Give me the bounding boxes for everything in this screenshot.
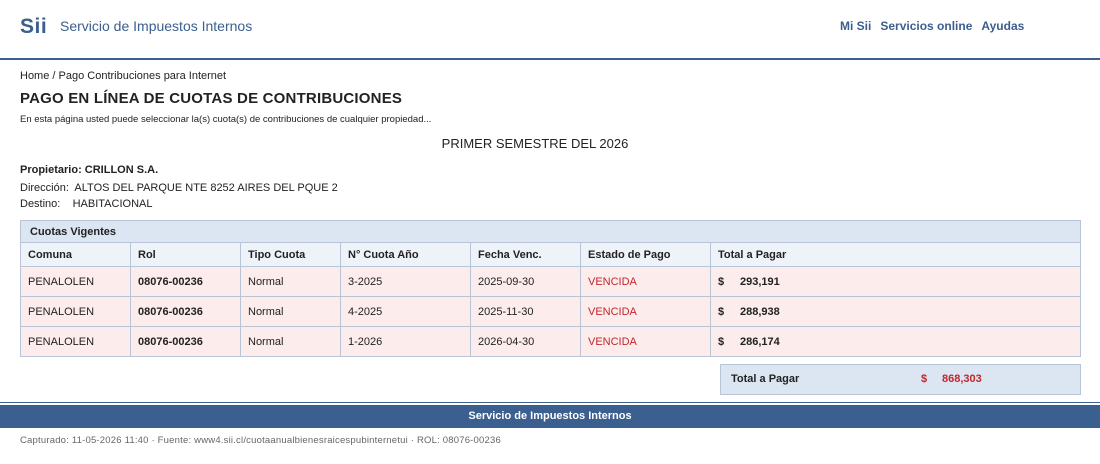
- column-header-cuota-ano: N° Cuota Año: [341, 243, 471, 267]
- propietario-label: Propietario:: [20, 164, 82, 176]
- total-amount: 288,938: [740, 305, 780, 318]
- cell-estado: VENCIDA: [581, 327, 711, 357]
- cell-estado: VENCIDA: [581, 267, 711, 297]
- table-caption: Cuotas Vigentes: [21, 221, 1081, 243]
- cell-cuota: 1-2026: [341, 327, 471, 357]
- site-title: Servicio de Impuestos Internos: [60, 18, 253, 34]
- column-header-estado: Estado de Pago: [581, 243, 711, 267]
- destino-row: [20, 198, 152, 210]
- cell-tipo: Normal: [241, 297, 341, 327]
- nav-mi-sii[interactable]: Mi Sii: [840, 19, 872, 33]
- cell-rol: 08076-00236: [131, 327, 241, 357]
- breadcrumb-home[interactable]: Home: [20, 70, 50, 82]
- cell-tipo: Normal: [241, 327, 341, 357]
- column-header-total: Total a Pagar: [711, 243, 1081, 267]
- site-footer: Servicio de Impuestos Internos: [0, 405, 1100, 428]
- top-nav: [840, 19, 1024, 33]
- propietario-value: CRILLON S.A.: [84, 164, 159, 176]
- page-title: PAGO EN LÍNEA DE CUOTAS DE CONTRIBUCIONES: [20, 90, 403, 107]
- cell-total: [711, 327, 1081, 357]
- semester-heading: PRIMER SEMESTRE DEL 2026: [441, 136, 629, 151]
- currency-sign: $: [718, 335, 725, 348]
- total-summary: [720, 364, 1081, 395]
- nav-servicios-online[interactable]: Servicios online: [880, 19, 973, 33]
- cell-rol: 08076-00236: [131, 297, 241, 327]
- cell-cuota: 3-2025: [341, 267, 471, 297]
- currency-sign: $: [921, 373, 928, 385]
- total-summary-value: [921, 373, 982, 385]
- owner-row: [20, 164, 158, 176]
- cell-tipo: Normal: [241, 267, 341, 297]
- cell-comuna: PENALOLEN: [21, 327, 131, 357]
- capture-info: Capturado: 11-05-2026 11:40 · Fuente: www4.sii.cl/cuotaanualbienesraicespubinternetui · ROL: 08076-00236: [20, 435, 501, 446]
- table-row[interactable]: [21, 327, 1081, 357]
- column-header-fecha-venc: Fecha Venc.: [471, 243, 581, 267]
- direccion-label: Dirección:: [20, 182, 69, 194]
- footer-divider: [0, 402, 1100, 403]
- breadcrumb: [20, 70, 226, 82]
- site-header: [0, 0, 1100, 60]
- destino-value: HABITACIONAL: [72, 198, 153, 210]
- currency-sign: $: [718, 305, 725, 318]
- currency-sign: $: [718, 275, 725, 288]
- cell-comuna: PENALOLEN: [21, 297, 131, 327]
- cell-cuota: 4-2025: [341, 297, 471, 327]
- total-summary-amount: 868,303: [942, 373, 982, 385]
- total-amount: 293,191: [740, 275, 780, 288]
- table-row[interactable]: [21, 297, 1081, 327]
- cell-fecha: 2025-09-30: [471, 267, 581, 297]
- destino-label: Destino:: [20, 198, 61, 210]
- direccion-value: ALTOS DEL PARQUE NTE 8252 AIRES DEL PQUE 2: [74, 182, 338, 194]
- cell-total: [711, 297, 1081, 327]
- table-row[interactable]: [21, 267, 1081, 297]
- breadcrumb-separator: /: [49, 70, 59, 82]
- cell-fecha: 2025-11-30: [471, 297, 581, 327]
- column-header-tipo-cuota: Tipo Cuota: [241, 243, 341, 267]
- column-header-rol: Rol: [131, 243, 241, 267]
- cell-fecha: 2026-04-30: [471, 327, 581, 357]
- nav-ayudas[interactable]: Ayudas: [981, 19, 1025, 33]
- column-header-comuna: Comuna: [21, 243, 131, 267]
- direccion-row: [20, 182, 338, 194]
- cell-estado: VENCIDA: [581, 297, 711, 327]
- cuotas-table: [20, 220, 1081, 357]
- cell-rol: 08076-00236: [131, 267, 241, 297]
- total-amount: 286,174: [740, 335, 780, 348]
- sii-logo[interactable]: Sii: [20, 15, 48, 38]
- intro-text: En esta página usted puede seleccionar la(s) cuota(s) de contribuciones de cualquier propiedad...: [20, 114, 432, 125]
- breadcrumb-current: Pago Contribuciones para Internet: [58, 70, 227, 82]
- cell-comuna: PENALOLEN: [21, 267, 131, 297]
- cell-total: [711, 267, 1081, 297]
- total-summary-label: Total a Pagar: [731, 373, 800, 385]
